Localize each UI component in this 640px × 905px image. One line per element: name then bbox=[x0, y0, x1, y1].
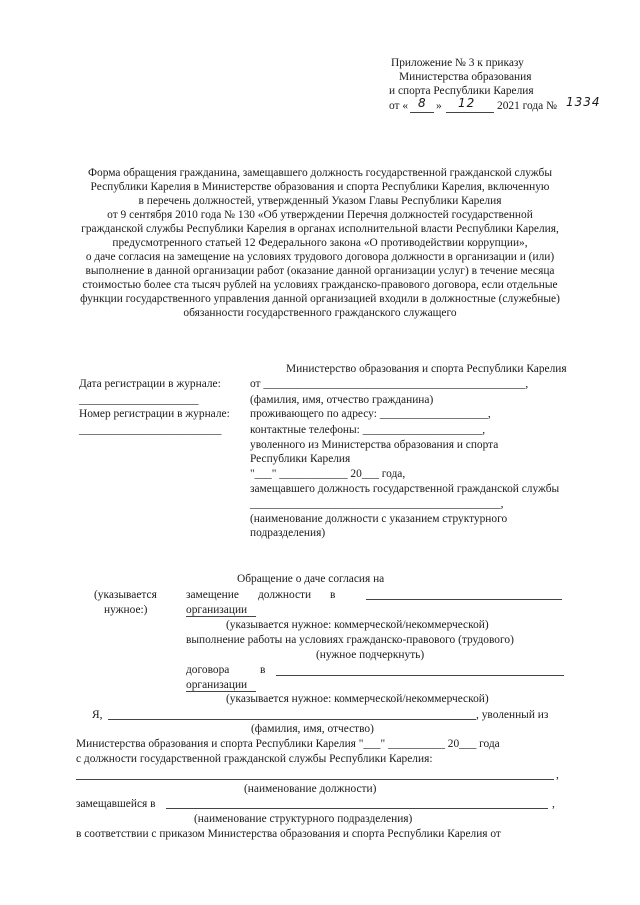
position-line: замещавшего должность государственной гражданской службы bbox=[250, 483, 560, 495]
title-line: функции государственного управления данной организацией входили в должностные (служебные) bbox=[80, 293, 560, 305]
ya-tail: , уволенный из bbox=[476, 709, 549, 721]
position-name-hint: (наименование должности) bbox=[244, 783, 377, 795]
ya-underline bbox=[108, 719, 476, 720]
appendix-date-month: 12 bbox=[458, 96, 476, 110]
form-title bbox=[62, 166, 578, 320]
appendix-order-number: 1334 bbox=[566, 95, 601, 109]
address-line: проживающего по адресу: ___________________, bbox=[250, 408, 491, 420]
title-line: от 9 сентября 2010 года № 130 «Об утверждении Перечня должностей государственной bbox=[107, 209, 533, 221]
position-from-line: с должности государственной гражданской службы Республики Карелия: bbox=[76, 753, 433, 765]
position-comma: , bbox=[556, 769, 559, 781]
ministry-recipient: Министерство образования и спорта Республики Карелия bbox=[286, 363, 567, 375]
title-line: гражданской службы Республики Карелия в органах исполнительной власти Республики Карелия, bbox=[81, 223, 559, 235]
word-dogovora: договора bbox=[186, 664, 230, 676]
occupied-underline bbox=[166, 808, 548, 809]
appendix-line-1: Приложение № 3 к приказу bbox=[391, 57, 524, 69]
appendix-line-3: и спорта Республики Карелия bbox=[389, 85, 534, 97]
position-hint-2: подразделения) bbox=[250, 527, 326, 539]
dogovor-underline bbox=[276, 675, 564, 676]
work-line: выполнение работы на условиях гражданско-правового (трудового) bbox=[186, 634, 514, 646]
reg-date-blank: _____________________ bbox=[79, 394, 199, 406]
word-v: в bbox=[330, 589, 336, 601]
position-underline bbox=[76, 779, 554, 780]
division-hint: (наименование структурного подразделения) bbox=[194, 813, 413, 825]
occupied-label: замещавшейся в bbox=[76, 798, 156, 810]
dismissed-date-line: "___" ____________ 20___ года, bbox=[250, 468, 406, 480]
word-organizatsii-2: организации bbox=[186, 679, 248, 691]
fio-hint: (фамилия, имя, отчество гражданина) bbox=[250, 394, 434, 406]
word-zameshchenie: замещение bbox=[186, 589, 239, 601]
title-line: стоимостью более ста тысяч рублей на условиях гражданско-правового договора, если отдельные bbox=[82, 279, 558, 291]
appeal-heading: Обращение о даче согласия на bbox=[237, 573, 385, 585]
phones-line: контактные телефоны: _____________________, bbox=[250, 424, 486, 436]
appendix-line-2: Министерства образования bbox=[399, 71, 532, 83]
occupied-comma: , bbox=[552, 798, 555, 810]
order-line: в соответствии с приказом Министерства образования и спорта Республики Карелия от bbox=[76, 828, 501, 840]
appendix-date-year: 2021 года № bbox=[497, 100, 557, 112]
title-line: о даче согласия на замещение на условиях трудового договора должности в организации и (или) bbox=[85, 251, 555, 263]
reg-num-blank: _________________________ bbox=[79, 424, 222, 436]
date-day-underline bbox=[410, 112, 434, 113]
ya-label: Я, bbox=[92, 709, 103, 721]
org-underline-2 bbox=[186, 616, 256, 617]
from-line: от ______________________________________________, bbox=[250, 378, 529, 390]
appendix-date-mid: » bbox=[436, 100, 442, 112]
position-blank-line: ____________________________________________, bbox=[250, 498, 504, 510]
title-line: обязанности государственного гражданского служащего bbox=[183, 307, 457, 319]
title-line: в перечень должностей, утвержденный Указом Главы Республики Карелия bbox=[138, 195, 502, 207]
ministry-date-line: Министерства образования и спорта Республики Карелия "___" __________ 20___ года bbox=[76, 738, 500, 750]
hint-org-kind: (указывается нужное: коммерческой/некоммерческой) bbox=[226, 619, 489, 631]
org-underline bbox=[366, 599, 562, 600]
underline-hint: (нужное подчеркнуть) bbox=[316, 649, 425, 661]
position-hint-1: (наименование должности с указанием структурного bbox=[250, 513, 508, 525]
word-organizatsii: организации bbox=[186, 604, 248, 616]
title-line: Республики Карелия в Министерстве образования и спорта Республики Карелия, включенную bbox=[90, 181, 550, 193]
fio-hint-2: (фамилия, имя, отчество) bbox=[251, 723, 374, 735]
word-v-2: в bbox=[260, 664, 266, 676]
appendix-date-prefix: от « bbox=[389, 100, 409, 112]
word-dolzhnosti: должности bbox=[258, 589, 312, 601]
hint-org-kind-2: (указывается нужное: коммерческой/некоммерческой) bbox=[226, 693, 489, 705]
title-line: предусмотренного статьей 12 Федерального закона «О противодействии коррупции», bbox=[112, 237, 528, 249]
title-line: выполнение в данной организации работ (оказание данной организации услуг) в течение месяца bbox=[85, 265, 555, 277]
appendix-date-day: 8 bbox=[418, 96, 427, 110]
dismissed-line-2: Республики Карелия bbox=[250, 453, 351, 465]
dismissed-line-1: уволенного из Министерства образования и спорта bbox=[250, 439, 499, 451]
reg-num-label: Номер регистрации в журнале: bbox=[79, 408, 230, 420]
reg-date-label: Дата регистрации в журнале: bbox=[79, 378, 221, 390]
side-note-2: нужное:) bbox=[104, 604, 148, 616]
title-line: Форма обращения гражданина, замещавшего должность государственной гражданской службы bbox=[88, 167, 552, 179]
date-month-underline bbox=[446, 112, 494, 113]
side-note-1: (указывается bbox=[94, 589, 157, 601]
